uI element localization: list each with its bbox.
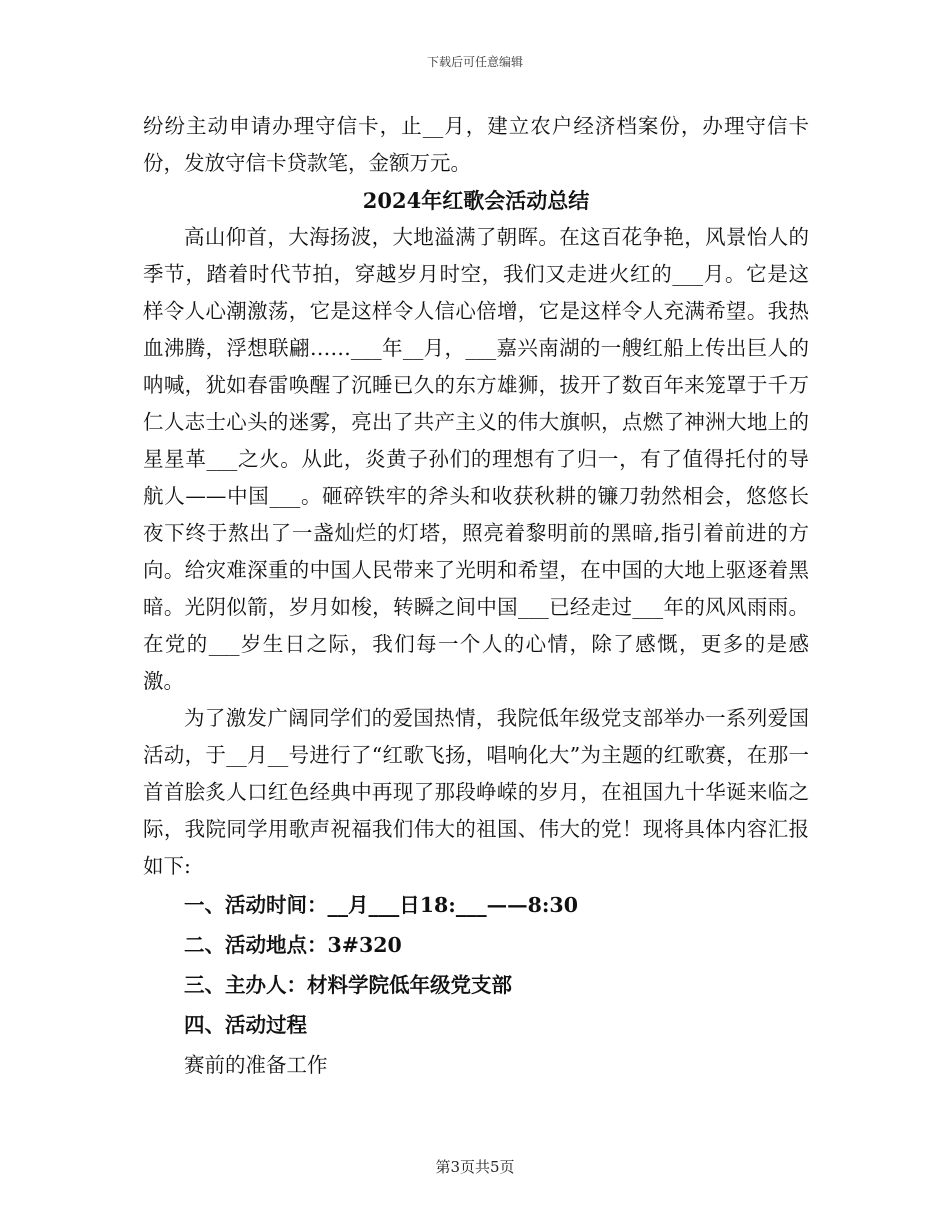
- paragraph-1: 高山仰首，大海扬波，大地溢满了朝晖。在这百花争艳，风景怡人的季节，踏着时代节拍，穿越岁月时空，我们又走进火红的___月。它是这样令人心潮激荡，它是这样令人信心倍增，它是这样令人充满希望。我热血沸腾，浮想联翩……___年__月，___嘉兴南湖的一艘红船上传出巨人的呐喊，犹如春雷唤醒了沉睡已久的东方雄狮，拔开了数百年来笼罩于千万仁人志士心头的迷雾，亮出了共产主义的伟大旗帜，点燃了神洲大地上的星星革___之火。从此，炎黄子孙们的理想有了归一，有了值得托付的导航人——中国___。砸碎铁牢的斧头和收获秋耕的镰刀勃然相会，悠悠长夜下终于熬出了一盏灿烂的灯塔，照亮着黎明前的黑暗,指引着前进的方向。给灾难深重的中国人民带来了光明和希望，在中国的大地上驱逐着黑暗。光阴似箭，岁月如梭，转瞬之间中国___已经走过___年的风风雨雨。在党的___岁生日之际，我们每一个人的心情，除了感慨，更多的是感激。: [143, 225, 809, 693]
- header-note: 下载后可任意编辑: [426, 55, 523, 69]
- continuation-paragraph: 纷纷主动申请办理守信卡，止__月，建立农户经济档案份，办理守信卡份，发放守信卡贷款笔，金额万元。: [143, 114, 809, 175]
- document-body: [143, 108, 809, 1085]
- item-organizer: 三、主办人：材料学院低年级党支部: [184, 973, 512, 997]
- item-activity-time: 一、活动时间：__月___日18:___——8:30: [184, 893, 578, 917]
- item-preparation: 赛前的准备工作: [184, 1053, 328, 1077]
- paragraph-2: 为了激发广阔同学们的爱国热情，我院低年级党支部举办一系列爱国活动，于__月__号进行了“红歌飞扬，唱响化大”为主题的红歌赛，在那一首首脍炙人口红色经典中再现了那段峥嵘的岁月，在祖国九十华诞来临之际，我院同学用歌声祝福我们伟大的祖国、伟大的党！现将具体内容汇报如下:: [143, 706, 809, 878]
- item-activity-location: 二、活动地点：3#320: [184, 933, 402, 957]
- item-activity-process: 四、活动过程: [184, 1013, 307, 1037]
- page-footer: 第3页共5页: [435, 1158, 515, 1176]
- document-title: 2024年红歌会活动总结: [362, 188, 590, 213]
